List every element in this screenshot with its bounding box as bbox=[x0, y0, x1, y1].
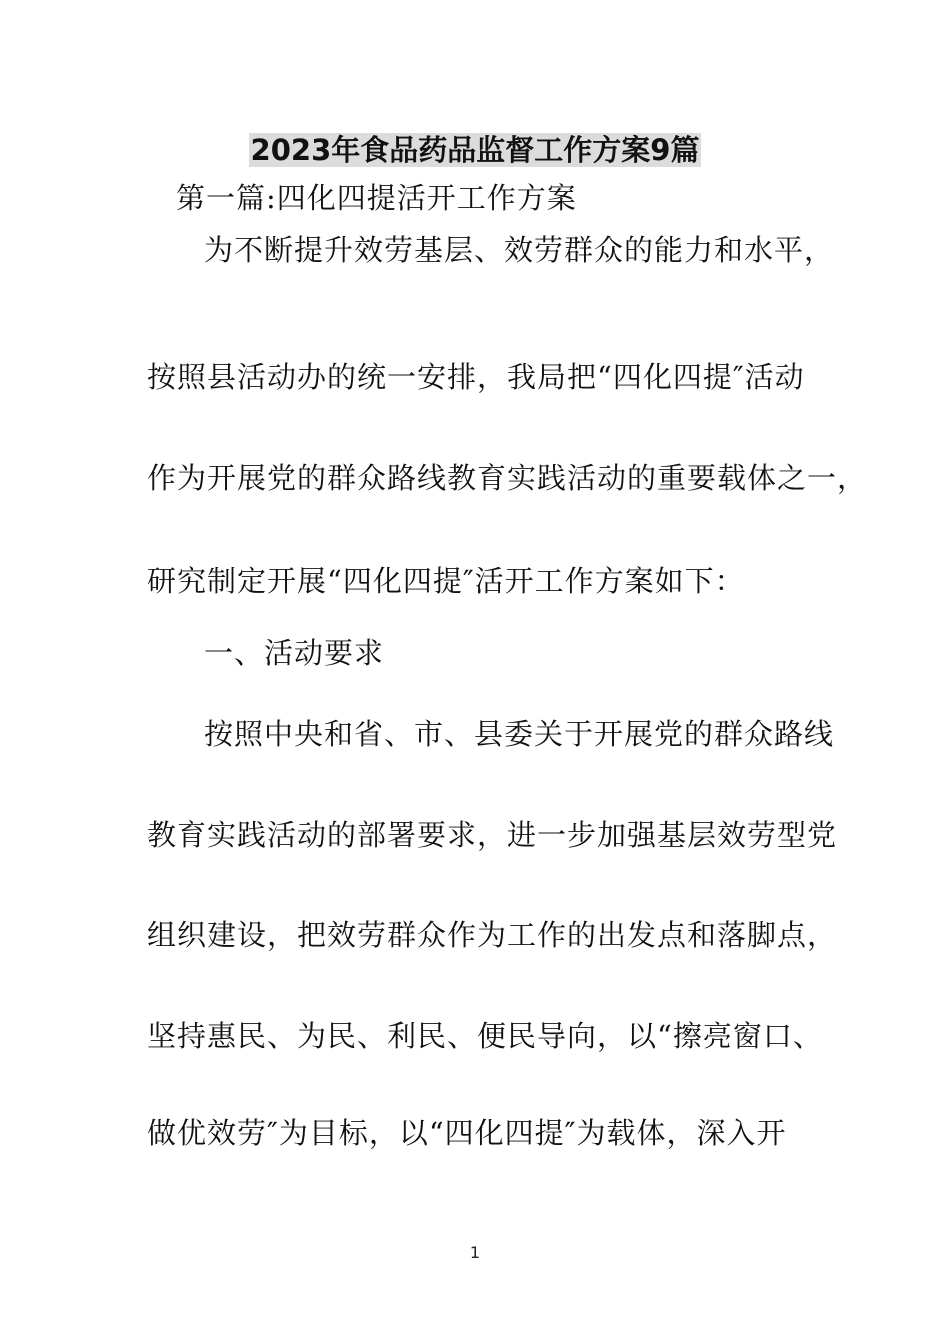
paragraph-line: 教育实践活动的部署要求，进一步加强基层效劳型党 bbox=[147, 818, 838, 852]
paragraph-line: 按照中央和省、市、县委关于开展党的群众路线 bbox=[204, 717, 835, 751]
document-title-text: 2023年食品药品监督工作方案9篇 bbox=[250, 133, 700, 167]
paragraph-line: 做优效劳″为目标，以“四化四提″为载体，深入开 bbox=[147, 1116, 787, 1150]
paragraph-line: 组织建设，把效劳群众作为工作的出发点和落脚点， bbox=[147, 918, 838, 952]
paragraph-line: 坚持惠民、为民、利民、便民导向，以“擦亮窗口、 bbox=[147, 1019, 823, 1053]
paragraph-line: 按照县活动办的统一安排，我局把“四化四提″活动 bbox=[147, 360, 805, 394]
subheading-activity-requirements: 一、活动要求 bbox=[204, 636, 385, 670]
page-number: 1 bbox=[469, 1243, 481, 1262]
paragraph-line: 为不断提升效劳基层、效劳群众的能力和水平， bbox=[204, 233, 835, 267]
document-title bbox=[0, 128, 950, 172]
section-heading: 第一篇:四化四提活开工作方案 bbox=[176, 181, 577, 215]
paragraph-line: 作为开展党的群众路线教育实践活动的重要载体之一， bbox=[147, 461, 868, 495]
paragraph-line: 研究制定开展“四化四提″活开工作方案如下： bbox=[147, 564, 745, 598]
